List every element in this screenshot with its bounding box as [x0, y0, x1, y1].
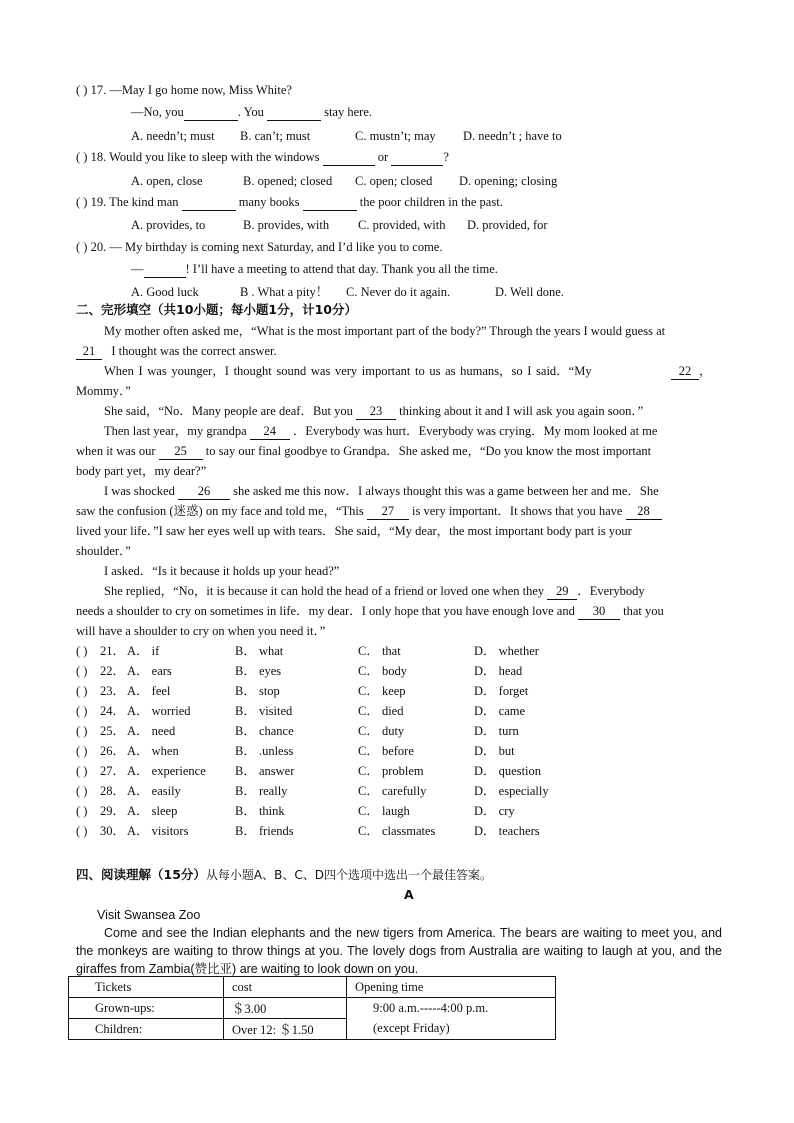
text: My mother often asked me，“What is the most important part of the body?” Through the years I would guess at [104, 324, 666, 338]
option-b: B. opened; closed [243, 174, 333, 188]
blank-21[interactable]: 21 [76, 343, 102, 360]
blank [323, 149, 375, 166]
cloze-line [76, 443, 651, 460]
cloze-line [76, 503, 662, 520]
blank [144, 261, 186, 278]
option-c: C. open; closed [355, 174, 433, 188]
reading-heading [76, 867, 492, 883]
option-d: D． but [474, 744, 515, 758]
text: I thought was the correct answer. [111, 344, 277, 358]
option-b: B . What a pity！ [240, 285, 329, 299]
answer-bracket[interactable]: ( ) [76, 764, 88, 778]
option-d: D． head [474, 664, 523, 678]
cloze-line [104, 363, 722, 379]
blank [303, 194, 357, 211]
text: ．Everybody [577, 584, 645, 598]
option-d: D． came [474, 704, 526, 718]
option-c: C． keep [358, 684, 406, 698]
option-b: B． friends [235, 824, 294, 838]
table-row [69, 1019, 556, 1040]
question-number: 28． [100, 784, 126, 798]
option-a: A. open, close [131, 174, 203, 188]
option-c: C． classmates [358, 824, 436, 838]
option-a: A. provides, to [131, 218, 206, 232]
option-a: A． visitors [127, 824, 189, 838]
cloze-line [76, 343, 277, 360]
table-header: Tickets [69, 977, 224, 998]
option-c: C． died [358, 704, 404, 718]
option-d: D. opening; closing [459, 174, 558, 188]
option-c: C． carefully [358, 784, 427, 798]
option-c: C． laugh [358, 804, 410, 818]
question-stem: 17. —May I go home now, Miss White? [90, 83, 292, 97]
answer-bracket[interactable]: ( ) [76, 784, 88, 798]
option-a: A． ears [127, 664, 172, 678]
reading-paragraph: Come and see the Indian elephants and the new tigers from America. The bears are waiting to meet you, and the monkeys are waiting to throw things at you. The lovely dogs from Australia are waiting to laugh at you, and the giraffes from Zambia(赞比亚) are waiting to look down on you. [76, 926, 722, 976]
option-a: A． experience [127, 764, 206, 778]
option-a: A． if [127, 644, 160, 658]
option-d: D. Well done. [495, 285, 564, 299]
option-c: C． before [358, 744, 414, 758]
table-cell: Over 12: ＄1.50 [224, 1019, 347, 1040]
text: needs a shoulder to cry on sometimes in life．my dear．I only hope that you have enough love and [76, 604, 575, 618]
blank-24[interactable]: 24 [250, 423, 290, 440]
text: She replied，“No，it is because it can hold the head of a friend or loved one when they [104, 584, 545, 598]
blank [182, 194, 236, 211]
option-a: A. needn’t; must [131, 129, 215, 143]
option-d: D. provided, for [467, 218, 548, 232]
option-d: D． forget [474, 684, 529, 698]
question-20-line2 [131, 261, 498, 278]
option-c: C． that [358, 644, 401, 658]
option-a: A． sleep [127, 804, 178, 818]
answer-bracket[interactable]: ( ) [76, 744, 88, 758]
text: stay here. [324, 105, 372, 119]
text: ， [699, 364, 712, 378]
cloze-line [104, 563, 339, 579]
question-number: 30． [100, 824, 126, 838]
text: she asked me this now．I always thought this was a game between her and me．She [233, 484, 659, 498]
reading-heading-bold: 四、阅读理解（15分） [76, 867, 206, 882]
question-17-line2 [131, 104, 372, 121]
cloze-line [76, 383, 131, 399]
table-cell: ＄3.00 [224, 998, 347, 1019]
answer-bracket[interactable]: ( ) [76, 150, 88, 164]
table-header: cost [224, 977, 347, 998]
question-number: 24． [100, 704, 126, 718]
option-d: D. needn’t ; have to [463, 129, 562, 143]
text: Then last year，my grandpa [104, 424, 247, 438]
cloze-line [104, 423, 657, 440]
option-c: C. provided, with [358, 218, 446, 232]
cloze-line [76, 623, 325, 639]
table-row [69, 977, 556, 998]
text: ? [443, 150, 449, 164]
cloze-line [104, 483, 659, 500]
option-b: B． what [235, 644, 284, 658]
blank-22[interactable]: 22 [671, 363, 699, 380]
text: thinking about it and I will ask you again soon．” [399, 404, 644, 418]
blank-25[interactable]: 25 [159, 443, 203, 460]
text: lived your life．”I saw her eyes well up with tears．She said，“My dear，the most important body part is your [76, 524, 632, 538]
option-b: B． eyes [235, 664, 282, 678]
option-c: C． body [358, 664, 407, 678]
table-row [69, 998, 556, 1019]
text: ! I’ll have a meeting to attend that day. Thank you all the time. [185, 262, 498, 276]
option-d: D． teachers [474, 824, 540, 838]
text: When I was younger，I thought sound was very important to us as humans，so I said．“My [104, 364, 592, 378]
option-d: D． cry [474, 804, 515, 818]
text: to say our final goodbye to Grandpa．She asked me，“Do you know the most important [205, 444, 652, 458]
table-header: Opening time [347, 977, 556, 998]
cloze-line [76, 603, 664, 620]
option-d: D． especially [474, 784, 549, 798]
question-number: 26． [100, 744, 126, 758]
section-letter: A [404, 887, 414, 902]
question-19 [76, 194, 503, 211]
table-cell: (except Friday) [347, 1019, 556, 1040]
answer-bracket[interactable]: ( ) [76, 195, 88, 209]
option-c: C. Never do it again. [346, 285, 451, 299]
answer-bracket[interactable]: ( ) [76, 83, 88, 97]
question-number: 21． [100, 644, 126, 658]
option-a: A． worried [127, 704, 191, 718]
option-b: B． answer [235, 764, 295, 778]
question-stem: 18. Would you like to sleep with the windows [90, 150, 320, 164]
option-c: C． duty [358, 724, 405, 738]
blank [267, 104, 321, 121]
option-d: D． whether [474, 644, 539, 658]
text: when it was our [76, 444, 156, 458]
text: I asked．“Is it because it holds up your head?” [104, 564, 340, 578]
blank [184, 104, 238, 121]
option-c: C. mustn’t; may [355, 129, 436, 143]
cloze-line [76, 523, 632, 539]
option-b: B． chance [235, 724, 294, 738]
cloze-line [76, 543, 131, 559]
table-cell: Grown-ups: [69, 998, 224, 1019]
answer-bracket[interactable]: ( ) [76, 824, 88, 838]
option-b: B. provides, with [243, 218, 330, 232]
option-a: A． feel [127, 684, 171, 698]
option-a: A． when [127, 744, 179, 758]
question-number: 22． [100, 664, 126, 678]
answer-bracket[interactable]: ( ) [76, 724, 88, 738]
cloze-heading: 二、完形填空（共10小题；每小题1分，计10分） [76, 302, 357, 317]
text: — [131, 262, 144, 276]
blank [391, 149, 443, 166]
option-d: D． turn [474, 724, 519, 738]
text: saw the confusion (迷惑) on my face and told me，“This [76, 504, 364, 518]
reading-title: Visit Swansea Zoo [97, 908, 201, 922]
option-b: B． .unless [235, 744, 294, 758]
answer-bracket[interactable]: ( ) [76, 704, 88, 718]
question-stem: 19. The kind man [90, 195, 179, 209]
text: She said，“No．Many people are deaf．But you [104, 404, 353, 418]
text: . You [237, 105, 264, 119]
reading-instruction: 从每小题A、B、C、D四个选项中选出一个最佳答案。 [205, 868, 492, 882]
answer-bracket[interactable]: ( ) [76, 240, 88, 254]
option-b: B. can’t; must [240, 129, 311, 143]
option-b: B． think [235, 804, 285, 818]
answer-bracket[interactable]: ( ) [76, 644, 88, 658]
question-number: 27． [100, 764, 126, 778]
blank-30[interactable]: 30 [578, 603, 620, 620]
text: I was shocked [104, 484, 175, 498]
text: Mommy．” [76, 384, 131, 398]
option-b: B． stop [235, 684, 280, 698]
question-18 [76, 149, 449, 166]
blank-26[interactable]: 26 [178, 483, 230, 500]
answer-bracket[interactable]: ( ) [76, 664, 88, 678]
text: ．Everybody was hurt．Everybody was crying．My mom looked at me [292, 424, 658, 438]
option-d: D． question [474, 764, 542, 778]
question-20 [76, 239, 442, 255]
cloze-line [76, 463, 206, 479]
text: is very important．It shows that you have [412, 504, 623, 518]
cloze-line [104, 323, 665, 339]
table-cell: 9:00 a.m.-----4:00 p.m. [347, 998, 556, 1019]
option-a: A． easily [127, 784, 181, 798]
table-cell: Children: [69, 1019, 224, 1040]
option-a: A. Good luck [131, 285, 199, 299]
blank-27[interactable]: 27 [367, 503, 409, 520]
ticket-table [68, 976, 556, 1040]
text: or [377, 150, 389, 164]
text: the poor children in the past. [359, 195, 503, 209]
blank-23[interactable]: 23 [356, 403, 396, 420]
text: —No, you [131, 105, 184, 119]
option-c: C． problem [358, 764, 424, 778]
question-number: 23． [100, 684, 126, 698]
text: body part yet，my dear?” [76, 464, 207, 478]
text: many books [238, 195, 300, 209]
text: will have a shoulder to cry on when you need it．” [76, 624, 326, 638]
text: shoulder．” [76, 544, 131, 558]
question-number: 25． [100, 724, 126, 738]
blank-28[interactable]: 28 [626, 503, 662, 520]
blank-29[interactable]: 29 [547, 583, 577, 600]
question-number: 29． [100, 804, 126, 818]
option-b: B． visited [235, 704, 293, 718]
answer-bracket[interactable]: ( ) [76, 684, 88, 698]
question-17 [76, 82, 292, 98]
answer-bracket[interactable]: ( ) [76, 804, 88, 818]
cloze-line [104, 583, 645, 600]
option-b: B． really [235, 784, 288, 798]
text: that you [623, 604, 664, 618]
option-a: A． need [127, 724, 176, 738]
question-stem: 20. — My birthday is coming next Saturday, and I’d like you to come. [90, 240, 443, 254]
cloze-line [104, 403, 643, 420]
